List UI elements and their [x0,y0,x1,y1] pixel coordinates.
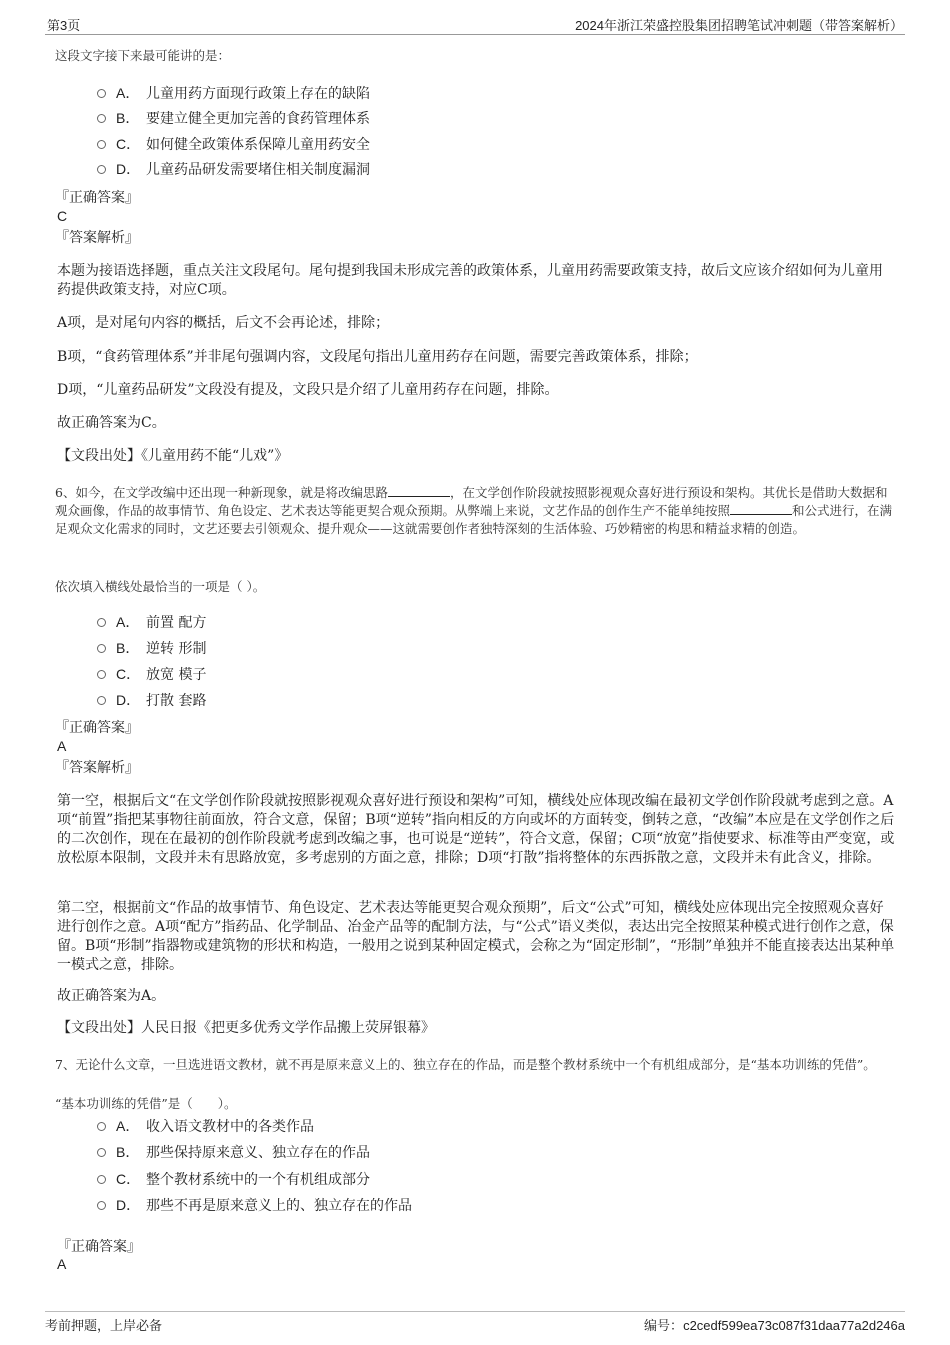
option-text: 整个教材系统中的一个有机组成部分 [146,1172,370,1188]
q5-option-b[interactable]: B． 要建立健全更加完善的食药管理体系 [97,108,370,128]
option-text: 儿童药品研发需要堵住相关制度漏洞 [146,162,370,178]
radio-icon[interactable] [97,618,106,627]
radio-icon[interactable] [97,670,106,679]
q6-prompt: 依次填入横线处最恰当的一项是（ ）。 [55,579,266,594]
q6-source: 【文段出处】人民日报《把更多优秀文学作品搬上荧屏银幕》 [57,1020,435,1036]
option-text: 那些不再是原来意义上的、独立存在的作品 [146,1198,412,1214]
q6-analysis-p3: 故正确答案为A。 [57,988,166,1004]
radio-icon[interactable] [97,644,106,653]
document-code: 编号：c2cedf599ea73c087f31daa77a2d246a [644,1318,905,1334]
q7-option-b[interactable]: B． 那些保持原来意义、独立存在的作品 [97,1142,370,1162]
q5-option-a[interactable]: A． 儿童用药方面现行政策上存在的缺陷 [97,83,370,103]
option-text: 前置 配方 [146,615,207,631]
option-text: 放宽 模子 [146,667,207,683]
radio-icon[interactable] [97,114,106,123]
q6-answer-label: 『正确答案』 [55,720,139,736]
radio-icon[interactable] [97,696,106,705]
q7-option-d[interactable]: D． 那些不再是原来意义上的、独立存在的作品 [97,1195,412,1215]
q7-answer-label: 『正确答案』 [57,1239,141,1255]
fill-blank-1 [388,484,450,497]
q6-stem: 6、如今，在文学改编中还出现一种新现象，就是将改编思路 ，在文学创作阶段就按照影视观众喜好进行预设和架构。其优长是借助大数据和观众画像，作品的故事情节、角色设定、艺术表达等能更契合观众预期。从弊端上来说，文艺作品的创作生产不能单纯按照 和公式进行，在满足观众文化需求的同时，文艺还要去引领观众、提升观众——这就需要创作者独特深刻的生活体验、巧妙精密的构思和精益求精的创造。 [55,485,893,536]
q6-analysis-p1: 第一空，根据后文“在文学创作阶段就按照影视观众喜好进行预设和架构”可知，横线处应体现改编在最初文学创作阶段就考虑到之意。A项“前置”指把某事物往前面放，符合文意，保留；B项“逆转”指向相反的方向或坏的方面转变，倒转之意，“改编”本应是在文学创作之后的二次创作，现在在最初的创作阶段就考虑到改编之事，也可说是“逆转”，符合文意，保留；C项“放宽”指使要求、标准等由严变宽，或放松原本限制，文段并未有思路放宽，多考虑别的方面之意，排除；D项“打散”指将整体的东西拆散之意，文段并未有此含义，排除。 [57,793,895,866]
q6-option-b[interactable]: B． 逆转 形制 [97,638,206,658]
radio-icon[interactable] [97,1175,106,1184]
option-text: 儿童用药方面现行政策上存在的缺陷 [146,86,370,102]
radio-icon[interactable] [97,1201,106,1210]
q7-option-a[interactable]: A． 收入语文教材中的各类作品 [97,1116,314,1136]
page-number: 第3页 [47,18,81,33]
q7-prompt: “基本功训练的凭借”是（ ）。 [55,1096,237,1111]
q5-prompt: 这段文字接下来最可能讲的是： [55,48,231,63]
fill-blank-2 [730,502,792,515]
q5-answer: C [57,208,68,224]
option-text: 如何健全政策体系保障儿童用药安全 [146,137,370,153]
q5-analysis-label: 『答案解析』 [55,230,139,246]
q6-option-d[interactable]: D． 打散 套路 [97,690,206,710]
q7-stem: 7、无论什么文章，一旦选进语文教材，就不再是原来意义上的、独立存在的作品，而是整个教材系统中一个有机组成部分，是“基本功训练的凭借”。 [55,1057,876,1072]
q5-analysis-p3: B项，“食药管理体系”并非尾句强调内容，文段尾句指出儿童用药存在问题，需要完善政策体系，排除； [57,349,698,365]
radio-icon[interactable] [97,89,106,98]
option-text: 收入语文教材中的各类作品 [146,1119,314,1135]
q5-analysis-p5: 故正确答案为C。 [57,415,166,431]
q6-answer: A [57,738,67,754]
q6-option-a[interactable]: A． 前置 配方 [97,612,206,632]
radio-icon[interactable] [97,140,106,149]
option-text: 逆转 形制 [146,641,207,657]
q6-analysis-label: 『答案解析』 [55,760,139,776]
radio-icon[interactable] [97,165,106,174]
page-header [45,12,905,35]
document-title: 2024年浙江荣盛控股集团招聘笔试冲刺题（带答案解析） [575,18,903,33]
q5-source: 【文段出处】《儿童用药不能“儿戏”》 [57,448,289,464]
q5-analysis-p4: D项，“儿童药品研发”文段没有提及，文段只是介绍了儿童用药存在问题，排除。 [57,382,559,398]
page-footer [45,1311,905,1334]
q5-option-c[interactable]: C． 如何健全政策体系保障儿童用药安全 [97,134,370,154]
radio-icon[interactable] [97,1148,106,1157]
q7-option-c[interactable]: C． 整个教材系统中的一个有机组成部分 [97,1169,370,1189]
q6-analysis-p2: 第二空，根据前文“作品的故事情节、角色设定、艺术表达等能更契合观众预期”，后文“公式”可知，横线处应体现出完全按照观众喜好进行创作之意。A项“配方”指药品、化学制品、冶金产品等的配制方法，与“公式”语义类似，表达出完全按照某种模式进行创作之意，保留。B项“形制”指器物或建筑物的形状和构造，一般用之说到某种固定模式，会称之为“固定形制”，“形制”单独并不能直接表达出某种单一模式之意，排除。 [57,900,895,973]
q5-analysis-p2: A项，是对尾句内容的概括，后文不会再论述，排除； [57,315,390,331]
q5-analysis-p1: 本题为接语选择题，重点关注文段尾句。尾句提到我国未形成完善的政策体系，儿童用药需要政策支持，故后文应该介绍如何为儿童用药提供政策支持，对应C项。 [57,263,883,298]
q5-answer-label: 『正确答案』 [55,190,139,206]
option-text: 要建立健全更加完善的食药管理体系 [146,111,370,127]
q6-option-c[interactable]: C． 放宽 模子 [97,664,206,684]
option-text: 那些保持原来意义、独立存在的作品 [146,1145,370,1161]
q5-option-d[interactable]: D． 儿童药品研发需要堵住相关制度漏洞 [97,159,370,179]
q7-answer: A [57,1256,67,1272]
option-text: 打散 套路 [146,693,207,709]
radio-icon[interactable] [97,1122,106,1131]
footer-slogan: 考前押题，上岸必备 [45,1319,163,1334]
